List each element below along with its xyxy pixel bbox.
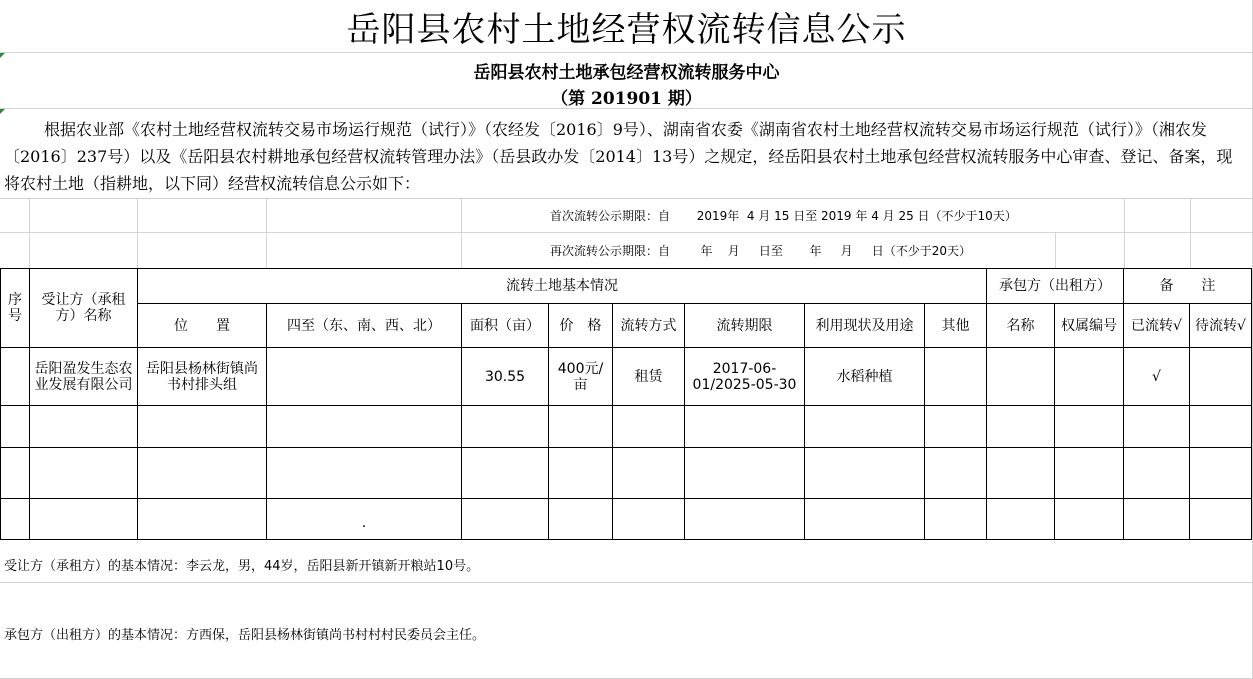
- header-land-info: 流转土地基本情况: [138, 269, 987, 304]
- cell-area[interactable]: [462, 499, 549, 540]
- cell-term[interactable]: 2017-06-01/2025-05-30: [685, 348, 805, 406]
- cell-seq[interactable]: [1, 448, 30, 499]
- table-row: [1, 499, 1252, 540]
- cell-other[interactable]: [925, 499, 987, 540]
- header-transferred: 已流转√: [1124, 304, 1190, 348]
- gridline: [137, 198, 138, 268]
- cell-transferred[interactable]: [1124, 499, 1190, 540]
- cell-pending[interactable]: [1190, 448, 1252, 499]
- gridline: [0, 52, 1253, 53]
- header-method: 流转方式: [613, 304, 685, 348]
- cell-area[interactable]: 30.55: [462, 348, 549, 406]
- header-location: 位 置: [138, 304, 267, 348]
- header-name: 名称: [987, 304, 1055, 348]
- page-title: 岳阳县农村土地经营权流转信息公示: [346, 9, 907, 50]
- cell-transferee[interactable]: 岳阳盈发生态农业发展有限公司: [30, 348, 138, 406]
- cell-transferee[interactable]: [30, 448, 138, 499]
- first-publicity-period: 首次流转公示期限：自 2019年 4 月 15 日至 2019 年 4 月 25 日（不少于10天）: [550, 209, 1017, 223]
- header-boundaries: 四至（东、南、西、北）: [267, 304, 462, 348]
- issue-number: （第 201901 期）: [551, 89, 702, 109]
- cell-ownership-no[interactable]: [1055, 499, 1124, 540]
- header-price: 价 格: [549, 304, 613, 348]
- cell-other[interactable]: [925, 406, 987, 448]
- cell-name[interactable]: [987, 348, 1055, 406]
- cell-term[interactable]: [685, 499, 805, 540]
- cell-pending[interactable]: [1190, 499, 1252, 540]
- subheader-row: [1, 304, 1252, 348]
- cell-method[interactable]: [613, 406, 685, 448]
- header-seq: 序号: [1, 269, 30, 348]
- cell-location[interactable]: [138, 499, 267, 540]
- cell-ownership-no[interactable]: [1055, 348, 1124, 406]
- intro-paragraph: 根据农业部《农村土地经营权流转交易市场运行规范（试行）》（农经发〔2016〕9号）、湖南省农委《湖南省农村土地经营权流转交易市场运行规范（试行）》（湘农发〔2016〕237号）以及《岳阳县农村耕地承包经营权流转管理办法》（岳县政办发〔2014〕13号）之规定，经岳阳县农村土地承包经营权流转服务中心审查、登记、备案，现将农村土地（指耕地，以下同）经营权流转信息公示如下：: [4, 120, 1233, 193]
- cell-area[interactable]: [462, 448, 549, 499]
- cell-boundaries[interactable]: [267, 448, 462, 499]
- gridline: [0, 232, 1253, 233]
- cell-boundaries[interactable]: .: [267, 499, 462, 540]
- transferee-info: 受让方（承租方）的基本情况：李云龙，男，44岁，岳阳县新开镇新开粮站10号。: [4, 559, 480, 574]
- cell-comment-mark: [0, 109, 5, 114]
- table-row: [1, 406, 1252, 448]
- header-term: 流转期限: [685, 304, 805, 348]
- cell-method[interactable]: [613, 448, 685, 499]
- cell-price[interactable]: 400元/亩: [549, 348, 613, 406]
- cell-seq[interactable]: [1, 406, 30, 448]
- cell-term[interactable]: [685, 448, 805, 499]
- table-row: [1, 348, 1252, 406]
- cell-term[interactable]: [685, 406, 805, 448]
- cell-transferred[interactable]: [1124, 406, 1190, 448]
- cell-ownership-no[interactable]: [1055, 448, 1124, 499]
- header-area: 面积（亩）: [462, 304, 549, 348]
- cell-transferred[interactable]: √: [1124, 348, 1190, 406]
- cell-method[interactable]: [613, 499, 685, 540]
- cell-transferred[interactable]: [1124, 448, 1190, 499]
- gridline: [1055, 232, 1056, 268]
- cell-name[interactable]: [987, 499, 1055, 540]
- gridline: [29, 198, 30, 268]
- cell-location[interactable]: 岳阳县杨林街镇尚书村排头组: [138, 348, 267, 406]
- land-transfer-table: [0, 268, 1252, 540]
- cell-usage[interactable]: [805, 448, 925, 499]
- cell-boundaries[interactable]: [267, 406, 462, 448]
- cell-usage[interactable]: 水稻种植: [805, 348, 925, 406]
- gridline: [1190, 198, 1191, 268]
- cell-location[interactable]: [138, 406, 267, 448]
- cell-transferee[interactable]: [30, 406, 138, 448]
- cell-price[interactable]: [549, 448, 613, 499]
- cell-seq[interactable]: [1, 348, 30, 406]
- header-ownership-no: 权属编号: [1055, 304, 1124, 348]
- header-row: [1, 269, 1252, 304]
- cell-usage[interactable]: [805, 406, 925, 448]
- gridline: [0, 582, 1253, 583]
- cell-price[interactable]: [549, 499, 613, 540]
- header-other: 其他: [925, 304, 987, 348]
- cell-other[interactable]: [925, 448, 987, 499]
- gridline: [0, 198, 1253, 199]
- cell-pending[interactable]: [1190, 406, 1252, 448]
- cell-boundaries[interactable]: [267, 348, 462, 406]
- header-transferee: 受让方（承租方）名称: [30, 269, 138, 348]
- service-center-name: 岳阳县农村土地承包经营权流转服务中心: [473, 63, 780, 83]
- header-pending: 待流转√: [1190, 304, 1252, 348]
- cell-price[interactable]: [549, 406, 613, 448]
- gridline: [1124, 198, 1125, 268]
- header-remarks: 备 注: [1124, 269, 1252, 304]
- cell-seq[interactable]: [1, 499, 30, 540]
- second-publicity-period: 再次流转公示期限：自 年 月 日至 年 月 日（不少于20天）: [550, 244, 971, 258]
- cell-ownership-no[interactable]: [1055, 406, 1124, 448]
- cell-transferee[interactable]: [30, 499, 138, 540]
- cell-location[interactable]: [138, 448, 267, 499]
- gridline: [266, 198, 267, 268]
- cell-usage[interactable]: [805, 499, 925, 540]
- header-usage: 利用现状及用途: [805, 304, 925, 348]
- cell-method[interactable]: 租赁: [613, 348, 685, 406]
- header-contractor: 承包方（出租方）: [987, 269, 1124, 304]
- cell-other[interactable]: [925, 348, 987, 406]
- contractor-info: 承包方（出租方）的基本情况：方西保，岳阳县杨林街镇尚书村村村民委员会主任。: [4, 628, 486, 643]
- cell-area[interactable]: [462, 406, 549, 448]
- cell-name[interactable]: [987, 448, 1055, 499]
- cell-name[interactable]: [987, 406, 1055, 448]
- gridline: [461, 198, 462, 268]
- cell-pending[interactable]: [1190, 348, 1252, 406]
- table-row: [1, 448, 1252, 499]
